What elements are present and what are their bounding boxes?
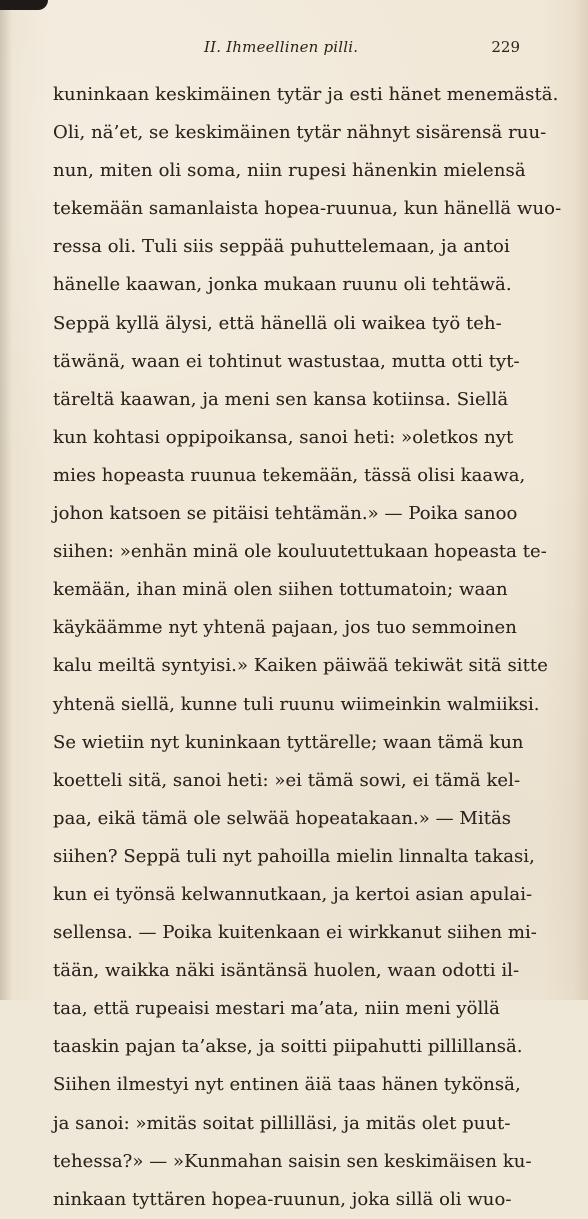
text-line: tään, waikka näki isäntänsä huolen, waan odotti il- — [53, 960, 520, 982]
text-line: Siihen ilmestyi nyt entinen äiä taas hänen tykönsä, — [53, 1074, 521, 1096]
text-line: paa, eikä tämä ole selwää hopeatakaan.» — Mitäs — [53, 807, 512, 829]
text-line: siihen? Seppä tuli nyt pahoilla mielin linnalta takasi, — [53, 845, 535, 867]
text-line: kun kohtasi oppipoikansa, sanoi heti: »oletkos nyt — [53, 426, 514, 448]
page-number: 229 — [491, 38, 520, 56]
text-line: mies hopeasta ruunua tekemään, tässä olisi kaawa, — [53, 464, 526, 486]
text-line: yhtenä siellä, kunne tuli ruunu wiimeinkin walmiiksi. — [53, 693, 540, 715]
text-line: tehessa?» — »Kunmahan saisin sen keskimäisen ku- — [53, 1150, 532, 1172]
text-line: käykäämme nyt yhtenä pajaan, jos tuo semmoinen — [53, 617, 517, 639]
text-line: hänelle kaawan, jonka mukaan ruunu oli tehtäwä. — [53, 274, 512, 296]
text-line: täwänä, waan ei tohtinut wastustaa, mutta otti tyt- — [53, 350, 520, 372]
text-line: johon katsoen se pitäisi tehtämän.» — Poika sanoo — [53, 503, 518, 525]
text-line: taa, että rupeaisi mestari ma’ata, niin meni yöllä — [53, 998, 500, 1020]
text-line: siihen: »enhän minä ole kouluutettukaan hopeasta te- — [53, 541, 547, 563]
text-line: ressa oli. Tuli siis seppää puhuttelemaan, ja antoi — [53, 236, 510, 258]
page-header — [50, 38, 520, 64]
text-line: kemään, ihan minä olen siihen tottumatoin; waan — [53, 579, 508, 601]
running-title: II. Ihmeellinen pilli. — [204, 38, 359, 56]
text-line: kalu meiltä syntyisi.» Kaiken päiwää tekiwät sitä sitte — [53, 655, 548, 677]
text-line: ninkaan tyttären hopea-ruunun, joka sillä oli wuo- — [53, 1188, 512, 1210]
text-line: täreltä kaawan, ja meni sen kansa kotiinsa. Siellä — [53, 388, 509, 410]
text-line: koetteli sitä, sanoi heti: »ei tämä sowi, ei tämä kel- — [53, 769, 521, 791]
text-line: tekemään samanlaista hopea-ruunua, kun hänellä wuo- — [53, 198, 562, 220]
text-line: kuninkaan keskimäinen tytär ja esti hänet menemästä. — [53, 84, 559, 105]
body-text — [53, 76, 562, 1219]
page-corner-mark — [0, 0, 48, 10]
page-edge-shadow — [574, 0, 588, 1000]
text-line: kun ei työnsä kelwannutkaan, ja kertoi asian apulai- — [53, 883, 533, 905]
text-line: Se wietiin nyt kuninkaan tyttärelle; waan tämä kun — [53, 731, 524, 753]
text-line: sellensa. — Poika kuitenkaan ei wirkkanut siihen mi- — [53, 922, 537, 944]
text-line: ja sanoi: »mitäs soitat pillilläsi, ja mitäs olet puut- — [53, 1112, 511, 1134]
text-line: nun, miten oli soma, niin rupesi hänenkin mielensä — [53, 160, 526, 182]
page-binding-shadow — [0, 0, 12, 1000]
text-line: taaskin pajan ta’akse, ja soitti piipahutti pillillansä. — [53, 1036, 523, 1058]
text-line: Oli, nä’et, se keskimäinen tytär nähnyt sisärensä ruu- — [53, 122, 547, 144]
text-line: Seppä kyllä älysi, että hänellä oli waikea työ teh- — [53, 312, 502, 334]
